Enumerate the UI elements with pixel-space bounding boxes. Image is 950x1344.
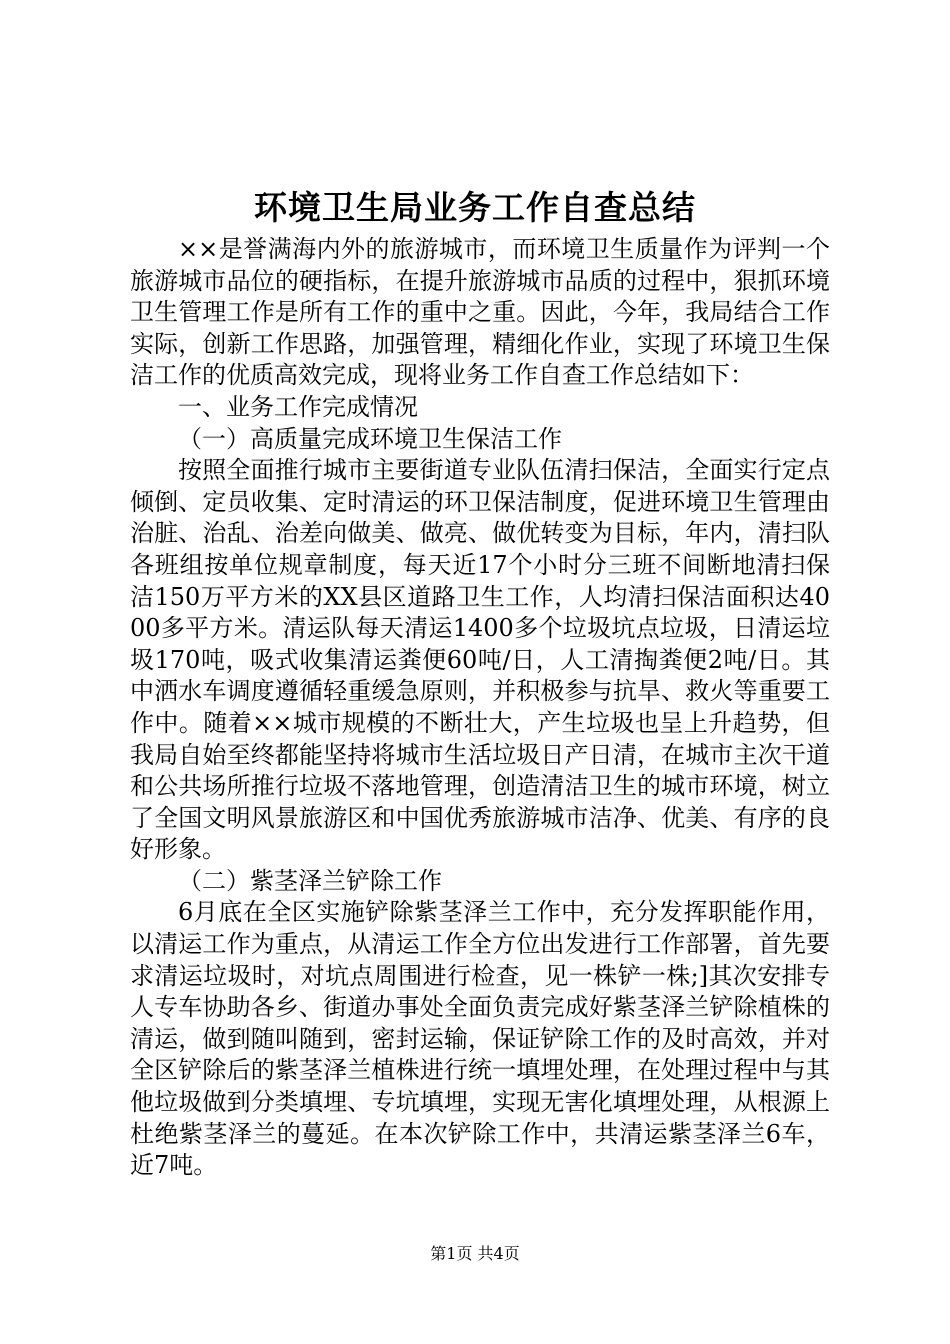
subsection-heading-2: （二）紫茎泽兰铲除工作 bbox=[178, 866, 442, 895]
document-body bbox=[130, 234, 830, 1182]
body-paragraph-cleaning: 按照全面推行城市主要街道专业队伍清扫保洁，全面实行定点倾倒、定员收集、定时清运的环卫保洁制度，促进环境卫生管理由治脏、治乱、治差向做美、做亮、做优转变为目标，年内，清扫队各班组按单位规章制度，每天近17个小时分三班不间断地清扫保洁150万平方米的XX县区道路卫生工作，人均清扫保洁面积达4000多平方米。清运队每天清运1400多个垃圾坑点垃圾，日清运垃圾170吨，吸式收集清运粪便60吨/日，人工清掏粪便2吨/日。其中洒水车调度遵循轻重缓急原则，并积极参与抗旱、救火等重要工作中。随着××城市规模的不断壮大，产生垃圾也呈上升趋势，但我局自始至终都能坚持将城市生活垃圾日产日清，在城市主次干道和公共场所推行垃圾不落地管理，创造清洁卫生的城市环境，树立了全国文明风景旅游区和中国优秀旅游城市洁净、优美、有序的良好形象。 bbox=[130, 456, 830, 864]
subsection-heading-1: （一）高质量完成环境卫生保洁工作 bbox=[178, 424, 562, 453]
document-title: 环境卫生局业务工作自查总结 bbox=[254, 188, 696, 227]
section-heading-1: 一、业务工作完成情况 bbox=[178, 392, 418, 421]
body-paragraph-weed-removal: 6月底在全区实施铲除紫茎泽兰工作中，充分发挥职能作用，以清运工作为重点，从清运工作全方位出发进行工作部署，首先要求清运垃圾时，对坑点周围进行检查，见一株铲一株;]其次安排专人专车协助各乡、街道办事处全面负责完成好紫茎泽兰铲除植株的清运，做到随叫随到，密封运输，保证铲除工作的及时高效，并对全区铲除后的紫茎泽兰植株进行统一填埋处理，在处理过程中与其他垃圾做到分类填埋、专坑填埋，实现无害化填埋处理，从根源上杜绝紫茎泽兰的蔓延。在本次铲除工作中，共清运紫茎泽兰6车，近7吨。 bbox=[130, 898, 830, 1180]
page-footer: 第1页 共4页 bbox=[430, 1244, 520, 1263]
intro-paragraph: ××是誉满海内外的旅游城市，而环境卫生质量作为评判一个旅游城市品位的硬指标，在提升旅游城市品质的过程中，狠抓环境卫生管理工作是所有工作的重中之重。因此，今年，我局结合工作实际，创新工作思路，加强管理，精细化作业，实现了环境卫生保洁工作的优质高效完成，现将业务工作自查工作总结如下： bbox=[130, 235, 830, 390]
